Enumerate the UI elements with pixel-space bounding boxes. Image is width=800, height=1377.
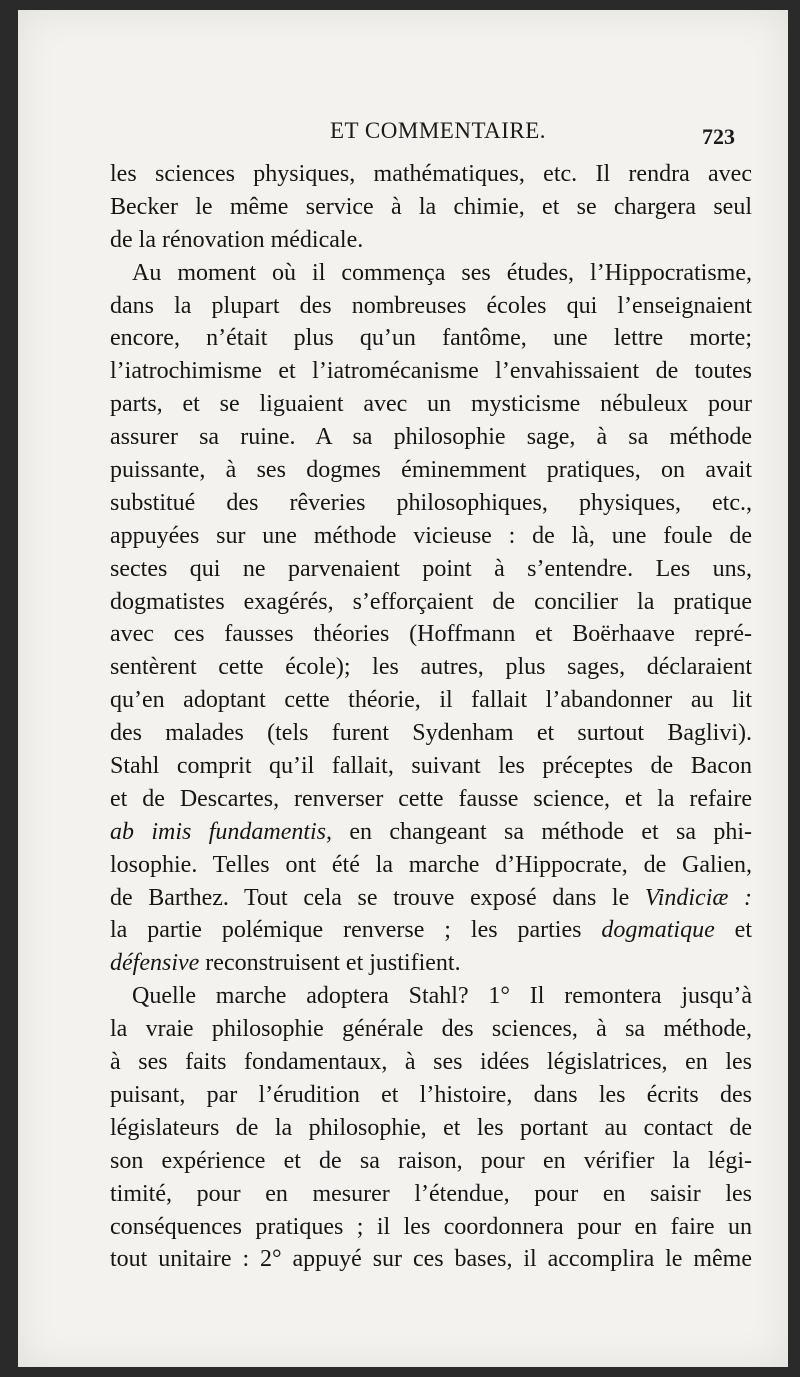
text-line: sectes qui ne parvenaient point à s’entendre. Les uns, bbox=[110, 555, 752, 582]
text-line: tout unitaire : 2° appuyé sur ces bases, il accomplira le même bbox=[110, 1246, 752, 1273]
text-line: conséquences pratiques ; il les coordonnera pour en faire un bbox=[110, 1213, 752, 1240]
italic-phrase: dogmatique bbox=[601, 917, 715, 944]
line-start: la partie polémique renverse ; les parties bbox=[110, 917, 602, 944]
italic-phrase: Vindiciæ : bbox=[644, 884, 752, 911]
running-head bbox=[18, 112, 788, 152]
line-rest: reconstruisent et justifient. bbox=[199, 950, 461, 977]
text-line: Stahl comprit qu’il fallait, suivant les préceptes de Bacon bbox=[110, 753, 752, 780]
book-page bbox=[18, 10, 788, 1367]
italic-phrase: défensive bbox=[110, 950, 200, 977]
line-rest: en changeant sa méthode et sa phi- bbox=[332, 818, 752, 845]
text-line: les sciences physiques, mathématiques, etc. Il rendra avec bbox=[110, 161, 752, 187]
text-line: encore, n’était plus qu’un fantôme, une lettre morte; bbox=[110, 325, 752, 352]
running-title: ET COMMENTAIRE. bbox=[330, 118, 547, 143]
text-line: dans la plupart des nombreuses écoles qui l’enseignaient bbox=[110, 292, 752, 319]
text-line: des malades (tels furent Sydenham et surtout Baglivi). bbox=[110, 720, 752, 747]
text-line: la vraie philosophie générale des sciences, à sa méthode, bbox=[110, 1016, 752, 1043]
text-line: Becker le même service à la chimie, et se chargera seul bbox=[110, 193, 752, 220]
page-number: 723 bbox=[702, 124, 735, 149]
text-line: appuyées sur une méthode vicieuse : de là, une foule de bbox=[110, 522, 752, 549]
text-line bbox=[110, 914, 752, 947]
text-line: dogmatistes exagérés, s’efforçaient de concilier la pratique bbox=[110, 588, 752, 615]
text-line bbox=[110, 947, 752, 980]
text-line: timité, pour en mesurer l’étendue, pour en saisir les bbox=[110, 1180, 752, 1207]
text-line bbox=[110, 882, 752, 915]
text-line: assurer sa ruine. A sa philosophie sage, à sa méthode bbox=[110, 424, 752, 451]
text-line: puisant, par l’érudition et l’histoire, dans les écrits des bbox=[110, 1081, 752, 1108]
text-line: son expérience et de sa raison, pour en vérifier la légi- bbox=[110, 1147, 752, 1174]
paragraph-start-line: Quelle marche adoptera Stahl? 1° Il remontera jusqu’à bbox=[132, 983, 752, 1010]
text-line: législateurs de la philosophie, et les portant au contact de bbox=[110, 1114, 752, 1141]
paragraph-start-line: Au moment où il commença ses études, l’Hippocratisme, bbox=[132, 259, 752, 286]
text-line: losophie. Telles ont été la marche d’Hippocrate, de Galien, bbox=[110, 851, 752, 878]
text-line: à ses faits fondamentaux, à ses idées législatrices, en les bbox=[110, 1049, 752, 1076]
text-line: parts, et se liguaient avec un mysticisme nébuleux pour bbox=[110, 391, 752, 418]
text-line: sentèrent cette école); les autres, plus sages, déclaraient bbox=[110, 654, 752, 681]
italic-phrase: ab imis fundamentis, bbox=[110, 818, 333, 845]
text-line: l’iatrochimisme et l’iatromécanisme l’envahissaient de toutes bbox=[110, 358, 752, 385]
body-text bbox=[110, 158, 752, 1276]
line-start: de Barthez. Tout cela se trouve exposé dans le bbox=[110, 884, 645, 911]
text-line: qu’en adoptant cette théorie, il fallait l’abandonner au lit bbox=[110, 687, 752, 714]
text-line: avec ces fausses théories (Hoffmann et Boërhaave repré- bbox=[110, 621, 752, 648]
text-line: et de Descartes, renverser cette fausse science, et la refaire bbox=[110, 785, 752, 812]
text-line: puissante, à ses dogmes éminemment pratiques, on avait bbox=[110, 457, 752, 484]
text-line: substitué des rêveries philosophiques, physiques, etc., bbox=[110, 489, 752, 516]
line-rest: et bbox=[714, 917, 752, 944]
text-line bbox=[110, 816, 752, 849]
text-line: de la rénovation médicale. bbox=[110, 226, 364, 253]
